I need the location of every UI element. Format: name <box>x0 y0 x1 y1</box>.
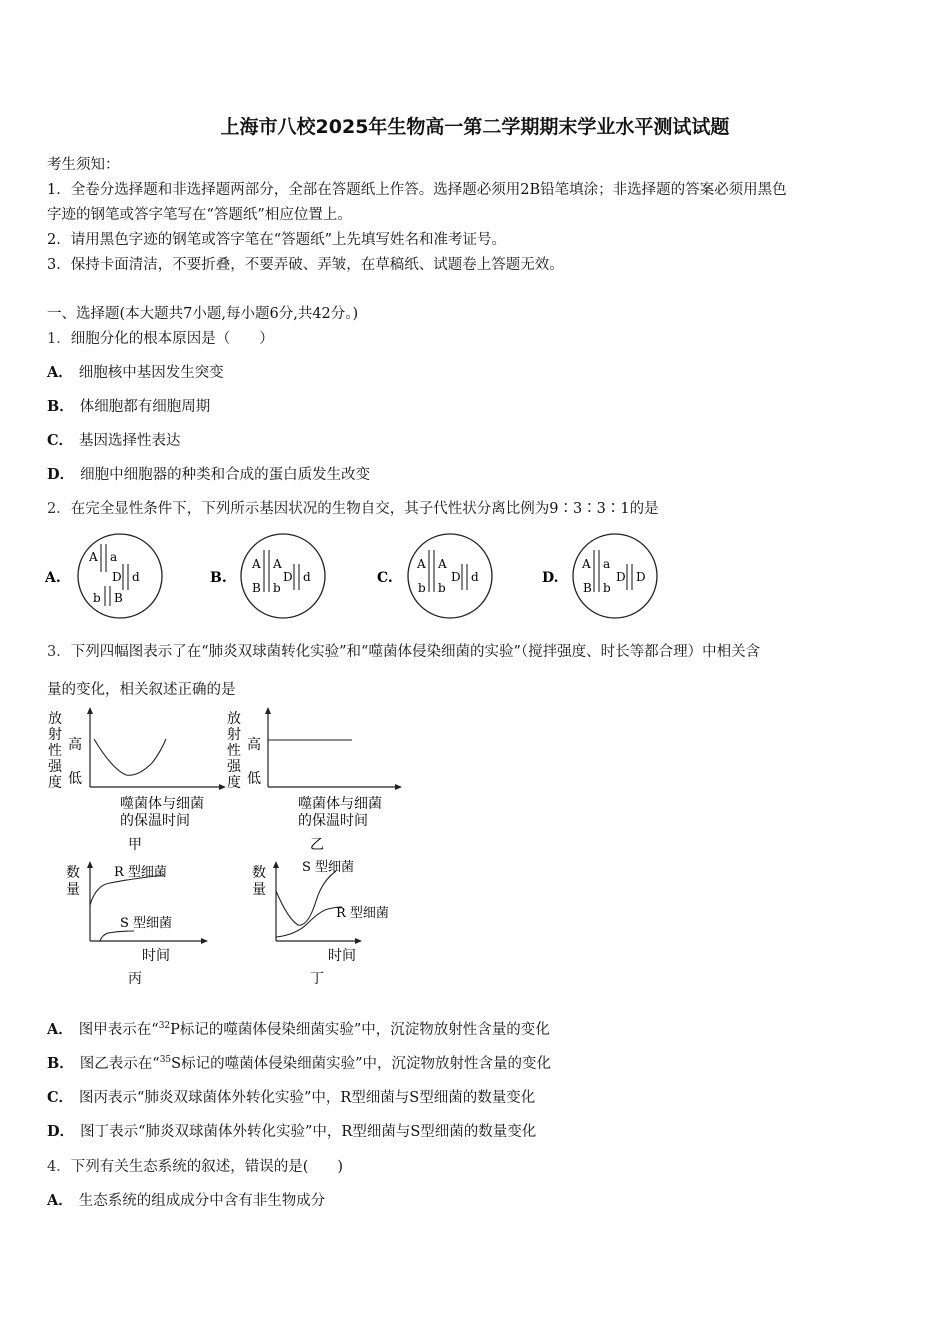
option-letter: A． <box>47 364 73 381</box>
axis-label: 噬菌体与细菌 <box>120 796 204 812</box>
option-text: 图丙表示“肺炎双球菌体外转化实验”中，R型细菌与S型细菌的数量变化 <box>79 1090 536 1106</box>
figure-caption: 丁 <box>310 971 324 987</box>
option-text: 细胞中细胞器的种类和合成的蛋白质发生改变 <box>80 467 371 483</box>
gene-label: B <box>583 581 592 595</box>
cell-option-a <box>44 534 162 618</box>
figure-yi <box>227 707 402 853</box>
figure-caption: 甲 <box>128 837 142 853</box>
gene-label: b <box>438 581 446 595</box>
question-number: 3． <box>47 644 71 660</box>
figure-jia <box>48 707 226 853</box>
option-a <box>47 1189 325 1210</box>
gene-label: D <box>112 570 122 584</box>
section-heading: 一、选择题(本大题共7小题,每小题6分,共42分。) <box>47 306 359 322</box>
notice-item: 1．全卷分选择题和非选择题两部分，全部在答题纸上作答。选择题必须用2B铅笔填涂；非选择题的答案必须用黑色 <box>47 182 787 198</box>
gene-label: d <box>132 570 140 584</box>
question-3-cont: 量的变化，相关叙述正确的是 <box>47 682 236 698</box>
option-text: 图丁表示“肺炎双球菌体外转化实验”中，R型细菌与S型细菌的数量变化 <box>80 1124 537 1140</box>
axis-arrow <box>201 938 208 944</box>
gene-label: B <box>252 581 261 595</box>
axis-label: 放 <box>48 711 62 727</box>
axis-tick-label: 高 <box>68 737 82 753</box>
option-text-pre: 图乙表示在“ <box>79 1056 160 1072</box>
notice-item: 3．保持卡面清洁，不要折叠，不要弄破、弄皱，在草稿纸、试题卷上答题无效。 <box>47 257 564 273</box>
option-text: 细胞核中基因发生突变 <box>78 365 224 381</box>
s-curve <box>100 931 134 941</box>
gene-label: A <box>417 557 426 571</box>
gene-label: A <box>582 557 591 571</box>
axis-arrow <box>87 707 93 714</box>
cell-option-b <box>210 534 325 618</box>
gene-label: b <box>273 581 281 595</box>
axis-arrow <box>395 784 402 790</box>
gene-label: b <box>93 591 101 605</box>
gene-label: d <box>471 570 479 584</box>
figure-caption: 丙 <box>128 971 142 987</box>
superscript: 32 <box>158 1021 171 1032</box>
gene-label: D <box>451 570 461 584</box>
axis-arrow <box>265 707 271 714</box>
series-label: R 型细菌 <box>114 865 167 880</box>
option-letter: D． <box>47 1123 75 1140</box>
series-label: S 型细菌 <box>302 860 355 875</box>
gene-label: D <box>283 570 293 584</box>
axis-label: 射 <box>227 727 241 743</box>
superscript: 35 <box>159 1055 172 1066</box>
option-letter: C. <box>377 570 393 586</box>
figure-ding <box>252 859 389 987</box>
option-letter: C． <box>47 432 74 449</box>
axis-arrow <box>219 784 226 790</box>
gene-label: A <box>89 550 98 564</box>
option-text-pre: 图甲表示在“ <box>78 1022 159 1038</box>
axis-label: 度 <box>48 775 62 791</box>
axis-label: 噬菌体与细菌 <box>298 796 382 812</box>
question-1 <box>47 327 274 348</box>
gene-label: A <box>273 557 282 571</box>
option-letter: B. <box>210 570 227 586</box>
axis-arrow <box>87 861 93 868</box>
option-letter: B． <box>47 398 74 415</box>
question-3 <box>47 640 760 661</box>
option-d <box>47 463 370 484</box>
axis-label: 时间 <box>328 948 356 964</box>
axis-label: 时间 <box>142 948 170 964</box>
question-text: 下列有关生态系统的叙述，错误的是( ) <box>70 1159 344 1175</box>
option-b <box>47 395 210 416</box>
axis-label: 数 <box>66 865 80 881</box>
option-letter: D. <box>542 570 559 586</box>
option-a <box>47 361 224 382</box>
notice-heading: 考生须知： <box>47 157 120 173</box>
notice-item: 字迹的钢笔或答字笔写在“答题纸”相应位置上。 <box>47 207 352 223</box>
question-text: 下列四幅图表示了在“肺炎双球菌转化实验”和“噬菌体侵染细菌的实验”（搅拌强度、时长等都合理）中相关含 <box>70 644 761 660</box>
notice-item: 2．请用黑色字迹的钢笔或答字笔在“答题纸”上先填写姓名和准考证号。 <box>47 232 507 248</box>
axis-label: 数 <box>252 865 266 881</box>
gene-label: a <box>603 557 611 571</box>
axis-arrow <box>273 861 279 868</box>
curve <box>94 739 166 775</box>
axis-tick-label: 高 <box>247 737 261 753</box>
question-text: 细胞分化的根本原因是（ ） <box>70 331 274 347</box>
gene-label: d <box>303 570 311 584</box>
gene-label: b <box>418 581 426 595</box>
option-letter: A． <box>47 1021 73 1038</box>
option-d <box>47 1120 536 1141</box>
option-letter: B． <box>47 1055 74 1072</box>
cell-circle <box>408 534 492 618</box>
axis-label: 量 <box>252 882 266 898</box>
option-b <box>47 1052 551 1073</box>
question-2 <box>47 497 659 518</box>
option-letter: D． <box>47 466 75 483</box>
option-letter: A. <box>45 570 61 586</box>
question-number: 1． <box>47 331 71 347</box>
gene-label: B <box>114 591 123 605</box>
option-text: 基因选择性表达 <box>79 433 181 449</box>
axis-label: 度 <box>227 775 241 791</box>
q3-figures <box>40 705 420 990</box>
question-text: 在完全显性条件下，下列所示基因状况的生物自交，其子代性状分离比例为9∶3∶3∶1的是 <box>70 501 659 517</box>
series-label: R 型细菌 <box>336 906 389 921</box>
axis-tick-label: 低 <box>68 771 82 787</box>
axis-arrow <box>355 938 362 944</box>
option-text-post: P标记的噬菌体侵染细菌实验”中，沉淀物放射性含量的变化 <box>170 1022 550 1038</box>
axis-label: 性 <box>227 743 241 759</box>
axis-label: 强 <box>48 759 62 775</box>
gene-label: D <box>616 570 626 584</box>
gene-label: A <box>252 557 261 571</box>
cell-option-d <box>542 534 657 618</box>
question-number: 2． <box>47 501 71 517</box>
axis-tick-label: 低 <box>247 771 261 787</box>
axis-label: 强 <box>227 759 241 775</box>
option-text: 体细胞都有细胞周期 <box>79 399 211 415</box>
option-text: 生态系统的组成成分中含有非生物成分 <box>78 1193 326 1209</box>
question-4 <box>47 1155 343 1176</box>
option-c <box>47 1086 535 1107</box>
s-curve <box>276 871 336 925</box>
gene-label: D <box>636 570 646 584</box>
option-text-post: S标记的噬菌体侵染细菌实验”中，沉淀物放射性含量的变化 <box>171 1056 551 1072</box>
series-label: S 型细菌 <box>120 916 173 931</box>
figure-caption: 乙 <box>310 837 324 853</box>
axis-label: 量 <box>66 882 80 898</box>
page-title: 上海市八校2025年生物高一第二学期期末学业水平测试试题 <box>220 116 730 138</box>
cell-diagrams <box>40 528 680 620</box>
option-a <box>47 1018 550 1039</box>
axis-label: 放 <box>227 711 241 727</box>
axis-label: 射 <box>48 727 62 743</box>
question-number: 4． <box>47 1159 71 1175</box>
option-letter: A． <box>47 1192 73 1209</box>
gene-label: A <box>438 557 447 571</box>
gene-label: a <box>110 550 118 564</box>
cell-option-c <box>377 534 492 618</box>
figure-bing <box>66 861 208 987</box>
gene-label: b <box>603 581 611 595</box>
option-letter: C． <box>47 1089 74 1106</box>
axis-label: 性 <box>48 743 62 759</box>
option-c <box>47 429 181 450</box>
axis-label: 的保温时间 <box>120 813 190 829</box>
axis-label: 的保温时间 <box>298 813 368 829</box>
